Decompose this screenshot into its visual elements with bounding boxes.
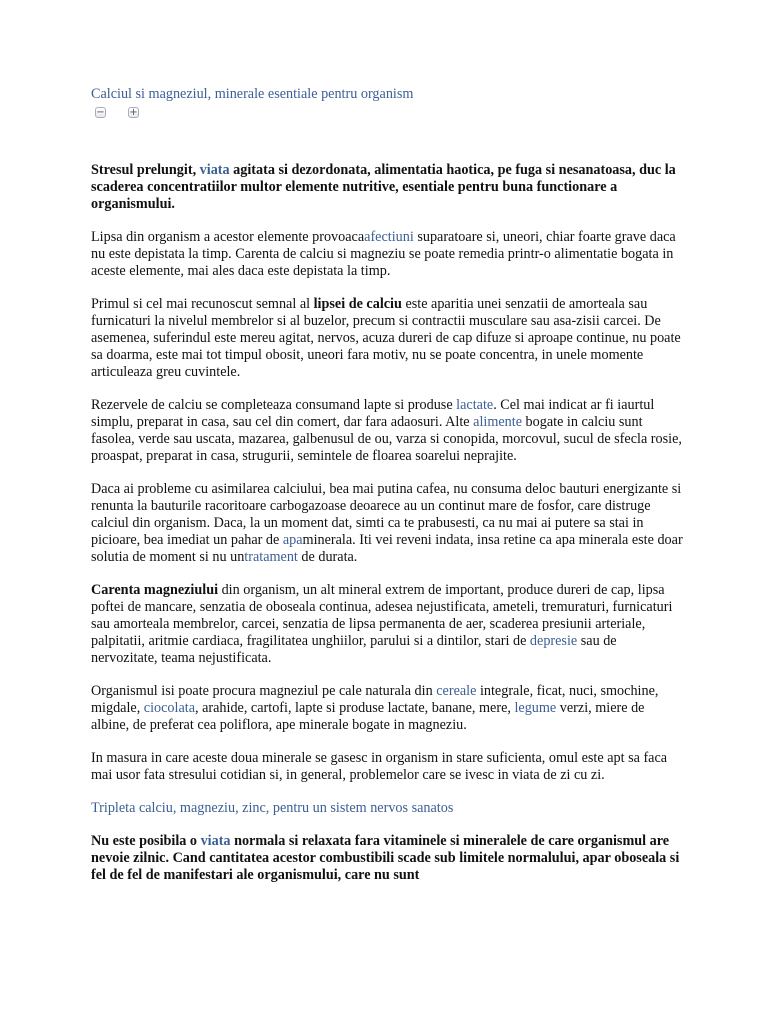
text-run: Lipsa din organism a acestor elemente provoaca	[91, 229, 365, 245]
text-run: normala si relaxata fara vitaminele si mineralele de care organismul are nevoie zilnic. Cand cantitatea acestor combustibili scade sub limitele normalului, apar oboseala si fel de fel de manifestari ale organismului, care nu sunt	[91, 833, 680, 883]
text-run: Primul si cel mai recunoscut semnal al	[91, 296, 314, 312]
text-run: suparatoare si, uneori, chiar foarte grave daca nu este depistata la timp. Carenta de calciu si magneziu se poate remedia printr-o alimentatie bogata in aceste elemente, mai ales daca este depistata la timp.	[91, 229, 676, 279]
text-run: integrale, ficat, nuci, smochine, migdale,	[91, 683, 659, 716]
text-run: minerala. Iti vei reveni indata, insa retine ca apa minerala este doar solutia de moment si nu un	[91, 532, 683, 565]
inline-link[interactable]: viata	[200, 833, 231, 849]
text-run: este aparitia unei senzatii de amorteala sau furnicaturi la nivelul membrelor si al buzelor, precum si contractii musculare sau asa-zisii carcei. De asemenea, suferindul este mereu agitat, nervos, acuza dureri de cap difuze si aproape continue, nu poate sa doarma, este mai tot timpul obosit, uneori fara motiv, nu se poate concentra, in unele momente articuleaza greu cuvintele.	[91, 296, 681, 380]
text-run: In masura in care aceste doua minerale se gasesc in organism in stare suficienta, omul este apt sa faca mai usor fata stresului cotidian si, in general, problemelor care se ivesc in viata de zi cu zi.	[91, 750, 668, 783]
lead-paragraph	[91, 162, 683, 213]
inline-link[interactable]: apa	[282, 532, 303, 548]
article-title: Calciul si magneziul, minerale esentiale pentru organism	[91, 86, 414, 102]
zoom-controls	[91, 104, 683, 120]
paragraph	[91, 296, 683, 381]
text-run: Stresul prelungit,	[91, 162, 200, 178]
text-run: Daca ai probleme cu asimilarea calciului, bea mai putina cafea, nu consuma deloc bauturi energizante si renunta la bauturile racoritoare carbogazoase deoarece au un continut mare de fosfor, care distruge calciul din organism. Daca, la un moment dat, simti ca te prabusesti, ca nu mai ai putere sa stai in picioare, bea imediat un pahar de	[91, 481, 682, 548]
text-run: lipsei de calciu	[313, 296, 402, 312]
inline-link[interactable]: afectiuni	[364, 229, 414, 245]
inline-link[interactable]: cereale	[436, 683, 477, 699]
zoom-out-button[interactable]: −	[96, 106, 105, 118]
paragraph	[91, 397, 683, 465]
text-run: , arahide, cartofi, lapte si produse lactate, banane, mere,	[195, 700, 515, 716]
paragraph	[91, 683, 683, 734]
text-run: agitata si dezordonata, alimentatia haotica, pe fuga si nesanatoasa, duc la scaderea concentratiilor multor elemente nutritive, esentiale pentru buna functionare a organismului.	[91, 162, 676, 212]
text-run: de durata.	[297, 549, 358, 565]
inline-link[interactable]: legume	[514, 700, 557, 716]
article-body	[91, 86, 683, 900]
paragraph	[91, 582, 683, 667]
inline-link[interactable]: viata	[199, 162, 230, 178]
text-run: bogate in calciu sunt fasolea, verde sau uscata, mazarea, galbenusul de ou, varza si conopida, morcovul, sucul de sfecla rosie, proaspat, preparat in casa, strugurii, semintele de floarea soarelui neprajite.	[91, 414, 682, 464]
lead-paragraph	[91, 833, 683, 884]
inline-link[interactable]: lactate	[456, 397, 494, 413]
inline-link[interactable]: tratament	[244, 549, 298, 565]
text-run: din organism, un alt mineral extrem de important, produce dureri de cap, lipsa poftei de mancare, senzatia de oboseala continua, adesea nejustificata, ameteli, tremuraturi, furnicaturi sau amorteala membrelor, carcei, senzatia de lipsa permanenta de aer, scaderea presiunii arteriale, palpitatii, aritmie cardiaca, fragilitatea unghiilor, parului si a dintilor, stari de	[91, 582, 673, 649]
inline-link[interactable]: depresie	[529, 633, 578, 649]
text-run: verzi, miere de albine, de preferat cea poliflora, ape minerale bogate in magneziu.	[91, 700, 645, 733]
text-run: . Cel mai indicat ar fi iaurtul simplu, preparat in casa, sau cel din comert, dar fara adaosuri. Alte	[91, 397, 655, 430]
text-run: sau de nervozitate, teama nejustificata.	[91, 633, 617, 666]
inline-link[interactable]: ciocolata	[143, 700, 195, 716]
zoom-in-button[interactable]: +	[129, 106, 138, 118]
paragraph	[91, 481, 683, 566]
text-run: Rezervele de calciu se completeaza consumand lapte si produse	[91, 397, 457, 413]
paragraph	[91, 750, 683, 784]
section-subtitle[interactable]: Tripleta calciu, magneziu, zinc, pentru un sistem nervos sanatos	[91, 800, 454, 816]
text-run: Nu este posibila o	[91, 833, 201, 849]
text-run: Carenta magneziului	[91, 582, 219, 598]
inline-link[interactable]: alimente	[473, 414, 522, 430]
paragraph	[91, 229, 683, 280]
text-run: Organismul isi poate procura magneziul pe cale naturala din	[91, 683, 437, 699]
